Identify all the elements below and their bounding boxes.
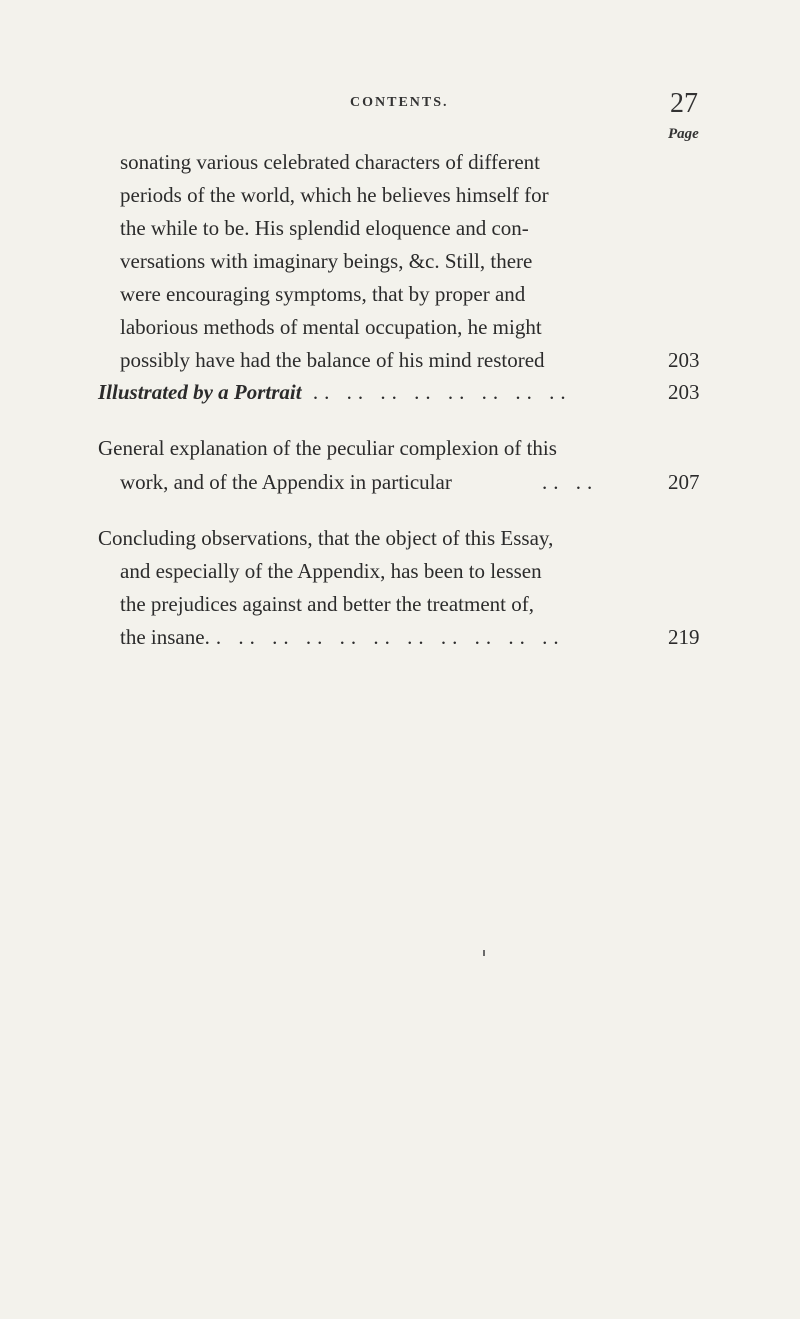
- entry-title: Illustrated by a Portrait: [98, 380, 302, 404]
- entry-line: periods of the world, which he believes himself for: [120, 183, 549, 207]
- entry-line: and especially of the Appendix, has been to lessen: [120, 559, 542, 583]
- entry-page-number: 203: [668, 380, 700, 404]
- entry-line: General explanation of the peculiar complexion of this: [98, 436, 557, 460]
- dot-leaders: .. .. .. .. .. .. .. ..: [301, 380, 572, 404]
- entry-page-number: 203: [668, 348, 700, 372]
- page-header: [0, 0, 800, 142]
- entry-line: versations with imaginary beings, &c. Still, there: [120, 249, 533, 273]
- entry-line: the prejudices against and better the treatment of,: [120, 592, 535, 616]
- entry-line: [120, 470, 599, 494]
- entry-line: laborious methods of mental occupation, he might: [120, 315, 542, 339]
- entry-line: [98, 380, 572, 404]
- entry-text: the insane: [120, 625, 205, 649]
- dot-leaders: .. .. .. .. .. .. .. .. .. .. ..: [204, 625, 565, 649]
- entry-line: [120, 625, 565, 649]
- entry-line: Concluding observations, that the object of this Essay,: [98, 526, 554, 550]
- running-head: CONTENTS.: [350, 95, 449, 110]
- page-column-label: Page: [668, 126, 699, 142]
- print-speck: [483, 950, 485, 956]
- entry-line: possibly have had the balance of his mind restored: [120, 348, 545, 372]
- entry-line: the while to be. His splendid eloquence and con-: [120, 216, 529, 240]
- entry-line: were encouraging symptoms, that by proper and: [120, 282, 526, 306]
- page-number: 27: [670, 88, 698, 119]
- dot-leaders: .. ..: [542, 470, 599, 494]
- entry-text: work, and of the Appendix in particular: [120, 470, 452, 494]
- entry-line: sonating various celebrated characters of different: [120, 150, 540, 174]
- entry-page-number: 207: [668, 470, 700, 494]
- entry-page-number: 219: [668, 625, 700, 649]
